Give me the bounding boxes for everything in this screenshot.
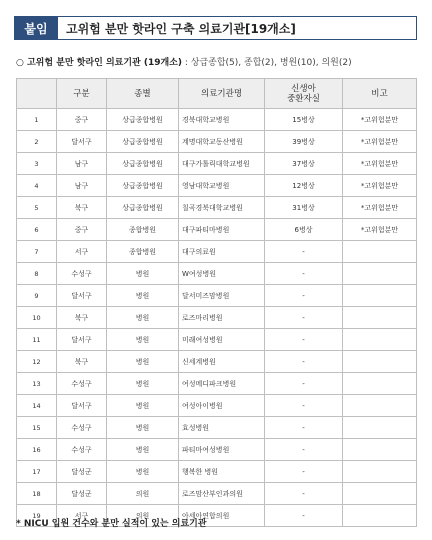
- cell-nicu: 37병상: [265, 153, 343, 175]
- cell-hospital: 아세아연합의원: [179, 505, 265, 527]
- cell-type: 병원: [107, 439, 179, 461]
- cell-nicu: -: [265, 439, 343, 461]
- cell-remarks: [343, 439, 417, 461]
- cell-no: 5: [17, 197, 57, 219]
- cell-nicu: -: [265, 285, 343, 307]
- cell-no: 15: [17, 417, 57, 439]
- cell-hospital: 파티마여성병원: [179, 439, 265, 461]
- col-header-nicu: [265, 79, 343, 109]
- cell-nicu: -: [265, 461, 343, 483]
- cell-hospital: 대구파티마병원: [179, 219, 265, 241]
- cell-hospital: 미래여성병원: [179, 329, 265, 351]
- cell-district: 북구: [57, 307, 107, 329]
- cell-remarks: *고위험분만: [343, 219, 417, 241]
- cell-remarks: [343, 417, 417, 439]
- cell-remarks: *고위험분만: [343, 153, 417, 175]
- col-header-nicu-line2: 중환자실: [287, 93, 320, 104]
- hospital-table: [16, 78, 417, 527]
- cell-nicu: -: [265, 263, 343, 285]
- cell-remarks: [343, 505, 417, 527]
- cell-remarks: [343, 395, 417, 417]
- cell-type: 병원: [107, 285, 179, 307]
- cell-nicu: -: [265, 373, 343, 395]
- cell-no: 19: [17, 505, 57, 527]
- table-row: [17, 263, 417, 285]
- cell-type: 상급종합병원: [107, 153, 179, 175]
- cell-remarks: *고위험분만: [343, 175, 417, 197]
- table-row: [17, 175, 417, 197]
- cell-nicu: 31병상: [265, 197, 343, 219]
- cell-no: 12: [17, 351, 57, 373]
- cell-district: 수성구: [57, 439, 107, 461]
- col-header-remarks: 비고: [343, 79, 417, 109]
- cell-no: 6: [17, 219, 57, 241]
- cell-remarks: *고위험분만: [343, 109, 417, 131]
- cell-hospital: 행복한 병원: [179, 461, 265, 483]
- cell-type: 종합병원: [107, 241, 179, 263]
- table-row: [17, 131, 417, 153]
- cell-district: 수성구: [57, 263, 107, 285]
- cell-no: 3: [17, 153, 57, 175]
- cell-hospital: 칠곡경북대학교병원: [179, 197, 265, 219]
- cell-no: 14: [17, 395, 57, 417]
- cell-remarks: [343, 351, 417, 373]
- col-header-district: 구분: [57, 79, 107, 109]
- cell-nicu: -: [265, 505, 343, 527]
- cell-remarks: *고위험분만: [343, 131, 417, 153]
- cell-no: 10: [17, 307, 57, 329]
- cell-no: 9: [17, 285, 57, 307]
- cell-no: 8: [17, 263, 57, 285]
- cell-district: 북구: [57, 197, 107, 219]
- cell-type: 병원: [107, 373, 179, 395]
- cell-hospital: W여성병원: [179, 263, 265, 285]
- table-row: [17, 219, 417, 241]
- table-row: [17, 241, 417, 263]
- cell-type: 의원: [107, 483, 179, 505]
- table-row: [17, 153, 417, 175]
- cell-remarks: [343, 329, 417, 351]
- cell-no: 7: [17, 241, 57, 263]
- cell-district: 중구: [57, 109, 107, 131]
- cell-district: 달서구: [57, 395, 107, 417]
- cell-hospital: 계명대학교동산병원: [179, 131, 265, 153]
- col-header-hospital: 의료기관명: [179, 79, 265, 109]
- cell-district: 수성구: [57, 373, 107, 395]
- cell-district: 서구: [57, 505, 107, 527]
- cell-nicu: 39병상: [265, 131, 343, 153]
- table-row: [17, 197, 417, 219]
- cell-hospital: 여성메디파크병원: [179, 373, 265, 395]
- cell-remarks: [343, 483, 417, 505]
- cell-hospital: 로즈맘산부인과의원: [179, 483, 265, 505]
- table-row: [17, 373, 417, 395]
- cell-district: 달서구: [57, 329, 107, 351]
- cell-nicu: -: [265, 241, 343, 263]
- cell-district: 수성구: [57, 417, 107, 439]
- page-title: 고위험 분만 핫라인 구축 의료기관[19개소]: [58, 16, 417, 40]
- cell-remarks: [343, 307, 417, 329]
- col-header-nicu-line1: 신생아: [291, 83, 316, 94]
- cell-type: 병원: [107, 461, 179, 483]
- cell-remarks: [343, 285, 417, 307]
- cell-type: 병원: [107, 307, 179, 329]
- cell-no: 2: [17, 131, 57, 153]
- cell-hospital: 영남대학교병원: [179, 175, 265, 197]
- summary-detail: : 상급종합(5), 종합(2), 병원(10), 의원(2): [182, 58, 352, 68]
- cell-no: 18: [17, 483, 57, 505]
- cell-type: 종합병원: [107, 219, 179, 241]
- cell-district: 북구: [57, 351, 107, 373]
- cell-no: 17: [17, 461, 57, 483]
- cell-type: 상급종합병원: [107, 175, 179, 197]
- cell-hospital: 여성아이병원: [179, 395, 265, 417]
- cell-hospital: 달서미즈맘병원: [179, 285, 265, 307]
- cell-no: 4: [17, 175, 57, 197]
- cell-remarks: *고위험분만: [343, 197, 417, 219]
- table-body: [17, 109, 417, 527]
- cell-type: 병원: [107, 351, 179, 373]
- summary-lead: ○ 고위험 분만 핫라인 의료기관 (19개소): [16, 58, 182, 68]
- table-row: [17, 439, 417, 461]
- cell-district: 달서구: [57, 285, 107, 307]
- cell-district: 남구: [57, 153, 107, 175]
- summary-line: [16, 55, 352, 68]
- cell-nicu: -: [265, 329, 343, 351]
- cell-type: 상급종합병원: [107, 109, 179, 131]
- cell-no: 16: [17, 439, 57, 461]
- cell-type: 의원: [107, 505, 179, 527]
- cell-nicu: -: [265, 351, 343, 373]
- cell-nicu: 15병상: [265, 109, 343, 131]
- attachment-badge: 붙임: [14, 16, 58, 40]
- table-header-row: [17, 79, 417, 109]
- cell-district: 달성군: [57, 483, 107, 505]
- cell-hospital: 대구가톨릭대학교병원: [179, 153, 265, 175]
- cell-hospital: 효성병원: [179, 417, 265, 439]
- cell-nicu: -: [265, 307, 343, 329]
- cell-nicu: 12병상: [265, 175, 343, 197]
- table-row: [17, 109, 417, 131]
- cell-no: 13: [17, 373, 57, 395]
- cell-hospital: 신세계병원: [179, 351, 265, 373]
- cell-remarks: [343, 373, 417, 395]
- col-header-no: [17, 79, 57, 109]
- table-row: [17, 351, 417, 373]
- cell-remarks: [343, 263, 417, 285]
- cell-no: 11: [17, 329, 57, 351]
- cell-type: 상급종합병원: [107, 197, 179, 219]
- cell-type: 병원: [107, 263, 179, 285]
- cell-nicu: -: [265, 483, 343, 505]
- cell-hospital: 경북대학교병원: [179, 109, 265, 131]
- table-row: [17, 461, 417, 483]
- cell-nicu: -: [265, 395, 343, 417]
- table-row: [17, 417, 417, 439]
- cell-hospital: 대구의료원: [179, 241, 265, 263]
- cell-remarks: [343, 461, 417, 483]
- cell-type: 상급종합병원: [107, 131, 179, 153]
- cell-type: 병원: [107, 417, 179, 439]
- table-row: [17, 285, 417, 307]
- page-header: [14, 16, 417, 40]
- col-header-type: 종별: [107, 79, 179, 109]
- cell-type: 병원: [107, 395, 179, 417]
- cell-no: 1: [17, 109, 57, 131]
- cell-district: 서구: [57, 241, 107, 263]
- table-row: [17, 307, 417, 329]
- cell-remarks: [343, 241, 417, 263]
- cell-district: 남구: [57, 175, 107, 197]
- footnote: * NICU 입원 건수와 분만 실적이 있는 의료기관: [16, 519, 207, 529]
- cell-district: 중구: [57, 219, 107, 241]
- cell-type: 병원: [107, 329, 179, 351]
- table-row: [17, 329, 417, 351]
- cell-hospital: 로즈마리병원: [179, 307, 265, 329]
- cell-district: 달성군: [57, 461, 107, 483]
- cell-nicu: -: [265, 417, 343, 439]
- table-row: [17, 483, 417, 505]
- cell-district: 달서구: [57, 131, 107, 153]
- cell-nicu: 6병상: [265, 219, 343, 241]
- table-row: [17, 395, 417, 417]
